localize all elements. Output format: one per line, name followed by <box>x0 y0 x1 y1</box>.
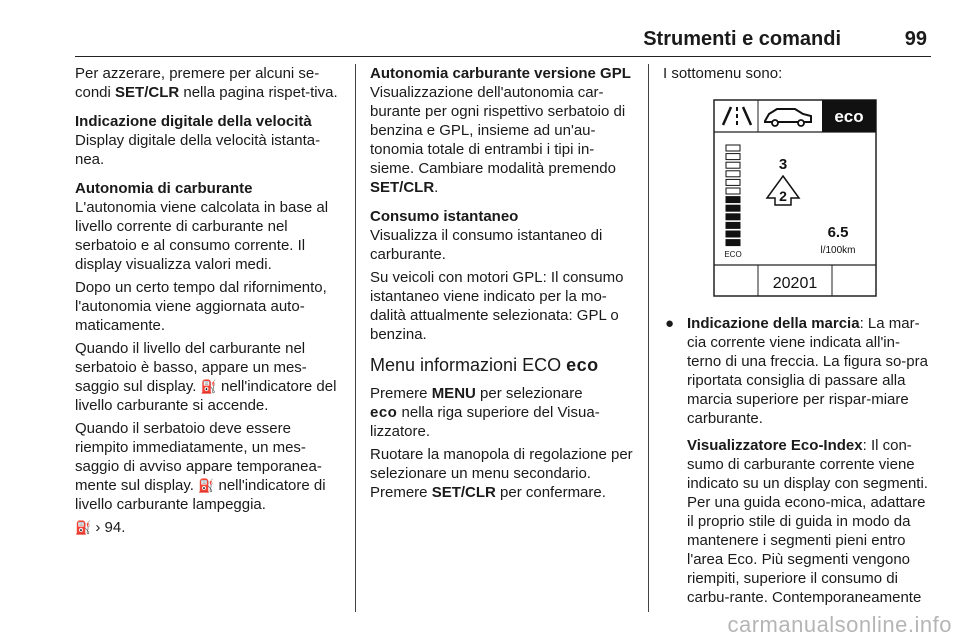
text: Menu informazioni ECO <box>370 355 567 375</box>
eco-index-label: ECO <box>724 250 742 259</box>
item-text: : La mar-cia corrente viene indicata all'in-terno di una freccia. La figura so-pra riportata consiglia di passare alla marcia superiore per rispar-miare carburante. <box>687 315 928 427</box>
odometer-value: 20201 <box>772 275 818 292</box>
eco-segment-empty <box>726 171 740 177</box>
heading-instant-consumption: Consumo istantaneo <box>370 208 519 225</box>
item-text: : Il con-sumo di carburante corrente viene indicato su un display con segmenti. Per una guida econo-mica, adattare il proprio stile di guida in modo da mantenere i segmenti pieni entro l'area Eco. Più segmenti vengono riempiti, superiore il consumo di carbu-rante. Contemporaneamente <box>687 437 928 606</box>
eco-segment-filled <box>726 231 740 237</box>
gear-current: 2 <box>779 188 787 204</box>
paragraph-eco-1 <box>370 384 638 441</box>
section-title: Strumenti e comandi <box>643 28 841 50</box>
paragraph-range-4 <box>75 419 345 514</box>
reference-page: 94. <box>100 519 126 536</box>
item-heading: Indicazione della marcia <box>687 315 860 332</box>
eco-segment-filled <box>726 240 740 246</box>
consumption-value: 6.5 <box>827 224 849 241</box>
text: per selezionare <box>475 385 583 402</box>
header-rule <box>75 56 931 57</box>
text: per confermare. <box>495 484 606 501</box>
list-subitem-eco-index <box>663 436 931 607</box>
page-number: 99 <box>904 28 927 50</box>
heading-fuel-range: Autonomia di carburante <box>75 180 253 197</box>
text: Per azzerare, premere per alcuni se-condi <box>75 65 320 101</box>
text: Quando il livello del carburante nel serbatoio è basso, appare un mes-saggio sul display. <box>75 340 307 395</box>
paragraph-lpg <box>370 83 638 197</box>
column-left <box>75 64 345 547</box>
watermark: carmanualsonline.info <box>727 612 952 637</box>
eco-tab-label: eco <box>834 107 864 126</box>
paragraph-range-2: Dopo un certo tempo dal rifornimento, l'autonomia viene aggiornata auto-maticamente. <box>75 279 327 334</box>
bullet-icon: ● <box>665 315 675 332</box>
column-right <box>663 64 931 607</box>
eco-segment-empty <box>726 188 740 194</box>
paragraph-range-1: L'autonomia viene calcolata in base al livello corrente di carburante nel serbatoio e al consumo corrente. Il display visualizza valori medi. <box>75 199 329 273</box>
text: Quando il serbatoio deve essere riempito immediatamente, un mes-saggio di avviso appare temporanea-mente sul display. <box>75 420 322 494</box>
gear-next: 3 <box>778 156 788 173</box>
item-heading: Visualizzatore Eco-Index <box>687 437 863 454</box>
heading-eco-menu <box>370 354 638 376</box>
fuel-pump-icon: ⛽ <box>200 379 217 394</box>
text: nell'indicatore del livello carburante si accende. <box>75 378 337 414</box>
list-item-gear-indication <box>663 314 931 428</box>
paragraph-reset <box>75 64 345 102</box>
text: nella pagina rispet-tiva. <box>179 84 338 101</box>
paragraph-inst-2: Su veicoli con motori GPL: Il consumo istantaneo viene indicato per la mo-dalità attualmente selezionata: GPL o benzina. <box>370 269 624 343</box>
column-middle <box>370 64 638 512</box>
setclr-label: SET/CLR <box>115 84 180 101</box>
heading-digital-speed: Indicazione digitale della velocità <box>75 113 312 130</box>
eco-segment-filled <box>726 205 740 211</box>
column-divider <box>355 64 356 612</box>
paragraph-inst-1: Visualizza il consumo istantaneo di carburante. <box>370 227 603 263</box>
page-ref-icon: › <box>95 519 101 536</box>
consumption-unit: l/100km <box>820 245 856 256</box>
text: Ruotare la manopola di regolazione per selezionare un menu secondario. Premere <box>370 446 633 501</box>
menu-label: MENU <box>431 385 476 402</box>
column-divider <box>648 64 649 612</box>
text: Premere <box>370 385 432 402</box>
eco-segment-filled <box>726 214 740 220</box>
text: . <box>434 179 439 196</box>
paragraph-eco-2 <box>370 445 638 502</box>
paragraph-range-3 <box>75 339 345 415</box>
submenu-intro: I sottomenu sono: <box>663 65 783 82</box>
fuel-pump-icon: ⛽ <box>75 520 92 535</box>
fuel-pump-icon: ⛽ <box>198 478 215 493</box>
setclr-label: SET/CLR <box>370 179 435 196</box>
eco-display-figure <box>713 99 877 297</box>
text: nella riga superiore del Visua-lizzatore. <box>370 404 600 440</box>
eco-segment-empty <box>726 179 740 185</box>
text: nell'indicatore di livello carburante lampeggia. <box>75 477 326 513</box>
eco-segment-filled <box>726 222 740 228</box>
eco-segment-empty <box>726 162 740 168</box>
eco-segment-empty <box>726 145 740 151</box>
eco-segment-empty <box>726 154 740 160</box>
paragraph-speed: Display digitale della velocità istanta-nea. <box>75 132 321 168</box>
eco-icon: eco <box>566 355 599 375</box>
heading-lpg-range: Autonomia carburante versione GPL <box>370 65 631 82</box>
eco-segment-filled <box>726 197 740 203</box>
setclr-label: SET/CLR <box>431 484 496 501</box>
reference <box>75 518 345 537</box>
text: Visualizzazione dell'autonomia car-burante per ogni rispettivo serbatoio di benzina e GPL, insieme ad un'au-tonomia totale di entrambi i tipi in-sieme. Cambiare modalità premendo <box>370 84 626 177</box>
eco-icon: eco <box>370 404 398 421</box>
page-header <box>75 20 931 54</box>
